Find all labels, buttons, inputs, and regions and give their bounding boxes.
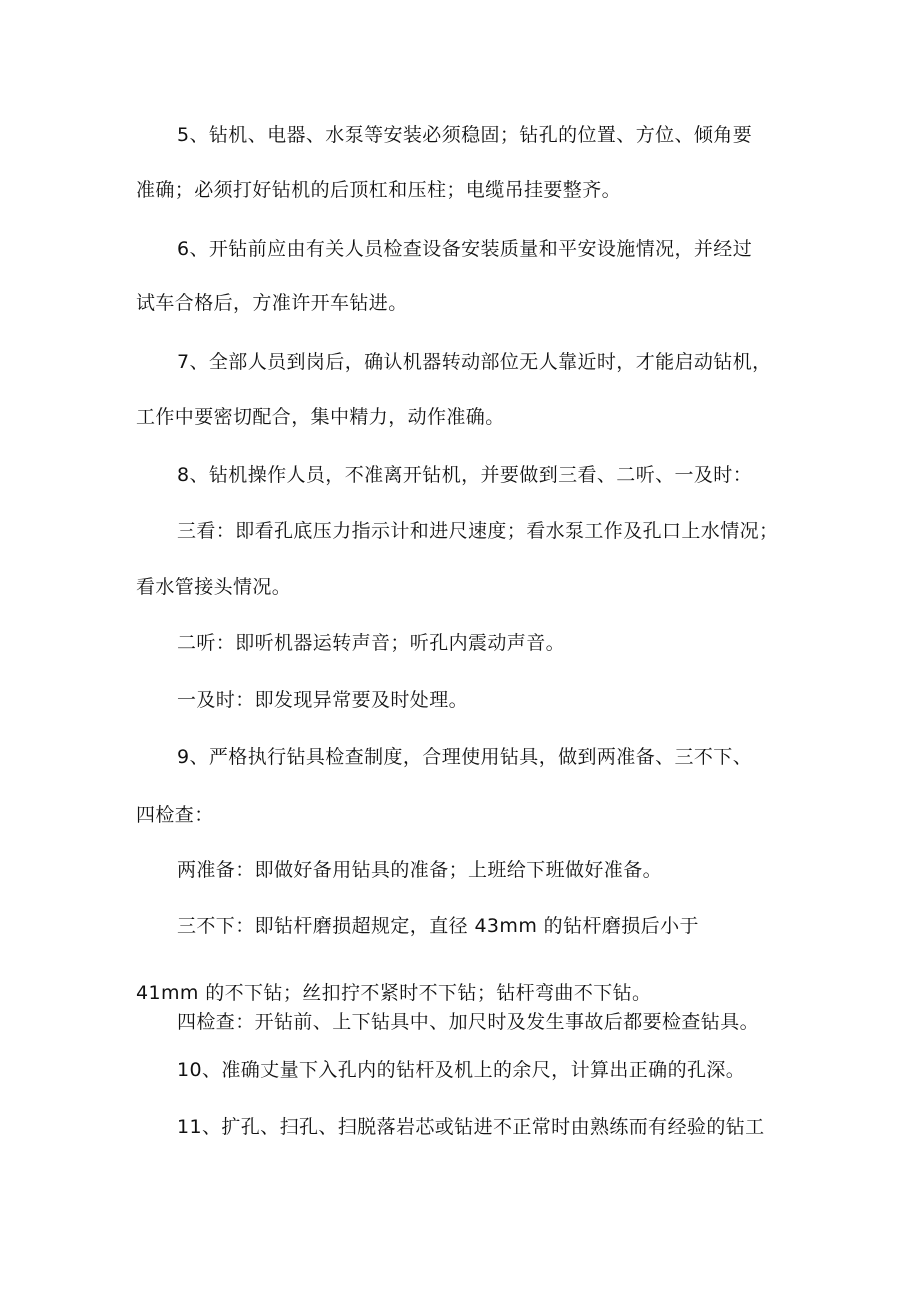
text-line-liang-zhunbei: 两准备：即做好备用钻具的准备；上班给下班做好准备。 [177,859,663,881]
text-line-san-kan-a: 三看：即看孔底压力指示计和进尺速度；看水泵工作及孔口上水情况； [177,520,779,542]
text-line-rule-8: 8、钻机操作人员，不准离开钻机，并要做到三看、二听、一及时： [177,464,753,486]
text-line-rule-7b: 工作中要密切配合，集中精力，动作准确。 [136,406,505,428]
text-line-san-kan-b: 看水管接头情况。 [136,576,292,598]
text-line-rule-5b: 准确；必须打好钻机的后顶杠和压柱；电缆吊挂要整齐。 [136,179,622,201]
text-line-rule-9b: 四检查： [136,804,214,826]
text-line-rule-10: 10、准确丈量下入孔内的钻杆及机上的余尺，计算出正确的孔深。 [177,1059,746,1081]
text-line-rule-9a: 9、严格执行钻具检查制度，合理使用钻具，做到两准备、三不下、 [177,746,753,768]
text-line-san-buxia-a: 三不下：即钻杆磨损超规定，直径 43mm 的钻杆磨损后小于 [177,915,699,937]
text-line-rule-6a: 6、开钻前应由有关人员检查设备安装质量和平安设施情况，并经过 [177,238,753,260]
text-line-er-ting: 二听：即听机器运转声音；听孔内震动声音。 [177,632,566,654]
text-line-si-jiancha: 四检查：开钻前、上下钻具中、加尺时及发生事故后都要检查钻具。 [177,1011,760,1033]
text-line-rule-7a: 7、全部人员到岗后，确认机器转动部位无人靠近时，才能启动钻机， [177,351,772,373]
text-line-yi-jishi: 一及时：即发现异常要及时处理。 [177,689,469,711]
text-line-rule-11: 11、扩孔、扫孔、扫脱落岩芯或钻进不正常时由熟练而有经验的钻工 [177,1116,765,1138]
text-line-rule-6b: 试车合格后，方准许开车钻进。 [136,292,408,314]
text-line-san-buxia-b: 41mm 的不下钻；丝扣拧不紧时不下钻；钻杆弯曲不下钻。 [136,982,652,1004]
text-line-rule-5a: 5、钻机、电器、水泵等安装必须稳固；钻孔的位置、方位、倾角要 [177,124,753,146]
